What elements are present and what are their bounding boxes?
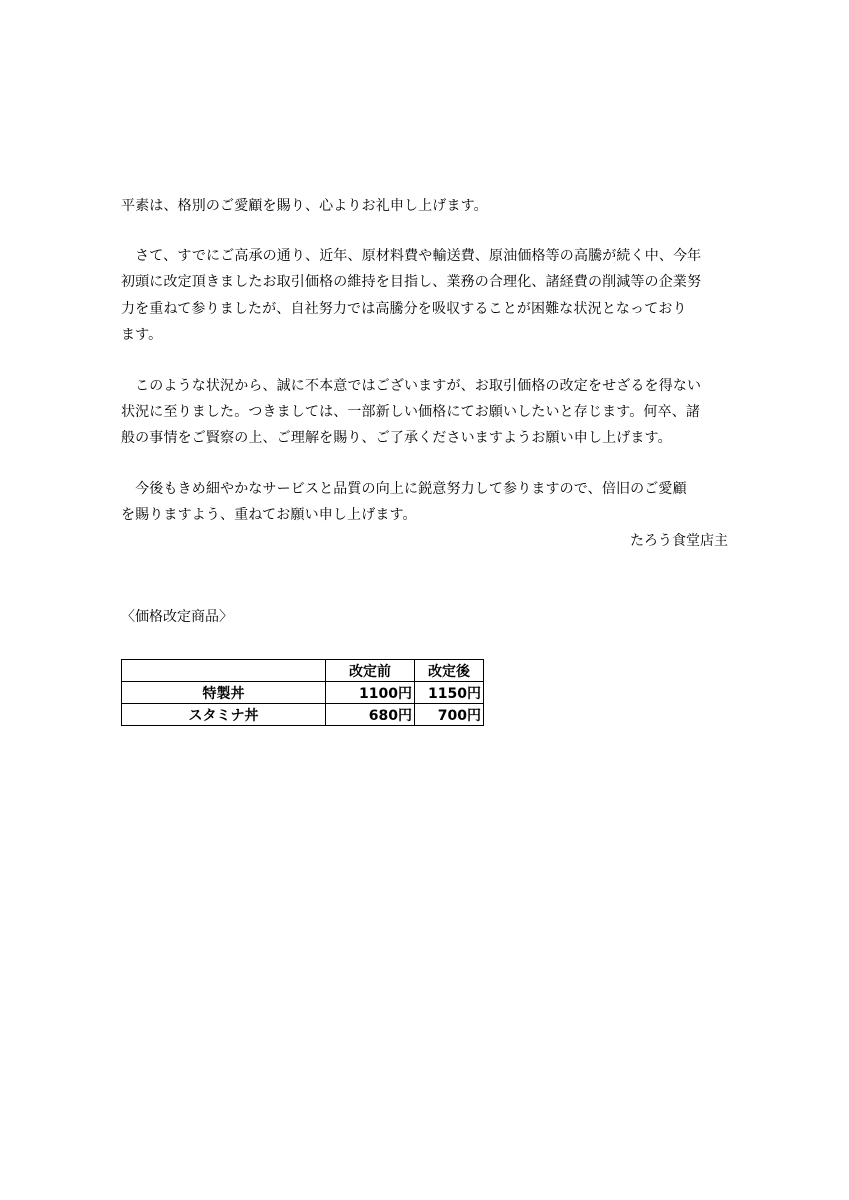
table-header-row — [122, 660, 484, 682]
price-table — [121, 659, 484, 726]
price-before-cell: 1100円 — [326, 682, 415, 704]
signature: たろう食堂店主 — [630, 533, 728, 549]
table-row — [122, 704, 484, 726]
item-name-cell: 特製丼 — [122, 682, 326, 704]
paragraph2-line2: 状況に至りました。つきましては、一部新しい価格にてお願いしたいと存じます。何卒、諸 — [121, 404, 701, 420]
table-row — [122, 682, 484, 704]
greeting-line: 平素は、格別のご愛顧を賜り、心よりお礼申し上げます。 — [121, 198, 488, 214]
price-after-cell: 700円 — [415, 704, 484, 726]
paragraph1-line3: 力を重ねて参りましたが、自社努力では高騰分を吸収することが困難な状況となっており — [121, 301, 687, 317]
paragraph1-line4: ます。 — [121, 327, 163, 343]
paragraph2-line1: このような状況から、誠に不本意ではございますが、お取引価格の改定をせざるを得ない — [121, 378, 702, 394]
price-after-cell: 1150円 — [415, 682, 484, 704]
header-cell-item — [122, 660, 326, 682]
paragraph1-line2: 初頭に改定頂きましたお取引価格の維持を目指し、業務の合理化、諸経費の削減等の企業努 — [121, 274, 702, 290]
paragraph3-line2: を賜りますよう、重ねてお願い申し上げます。 — [121, 507, 417, 523]
paragraph2-line3: 般の事情をご賢察の上、ご理解を賜り、ご了承くださいますようお願い申し上げます。 — [121, 430, 672, 446]
paragraph3-line1: 今後もきめ細やかなサービスと品質の向上に鋭意努力して参りますので、倍旧のご愛顧 — [121, 481, 687, 497]
paragraph1-line1: さて、すでにご高承の通り、近年、原材料費や輸送費、原油価格等の高騰が続く中、今年 — [121, 248, 702, 264]
item-name-cell: スタミナ丼 — [122, 704, 326, 726]
section-label: 〈価格改定商品〉 — [121, 609, 233, 625]
price-before-cell: 680円 — [326, 704, 415, 726]
header-cell-after: 改定後 — [415, 660, 484, 682]
header-cell-before: 改定前 — [326, 660, 415, 682]
